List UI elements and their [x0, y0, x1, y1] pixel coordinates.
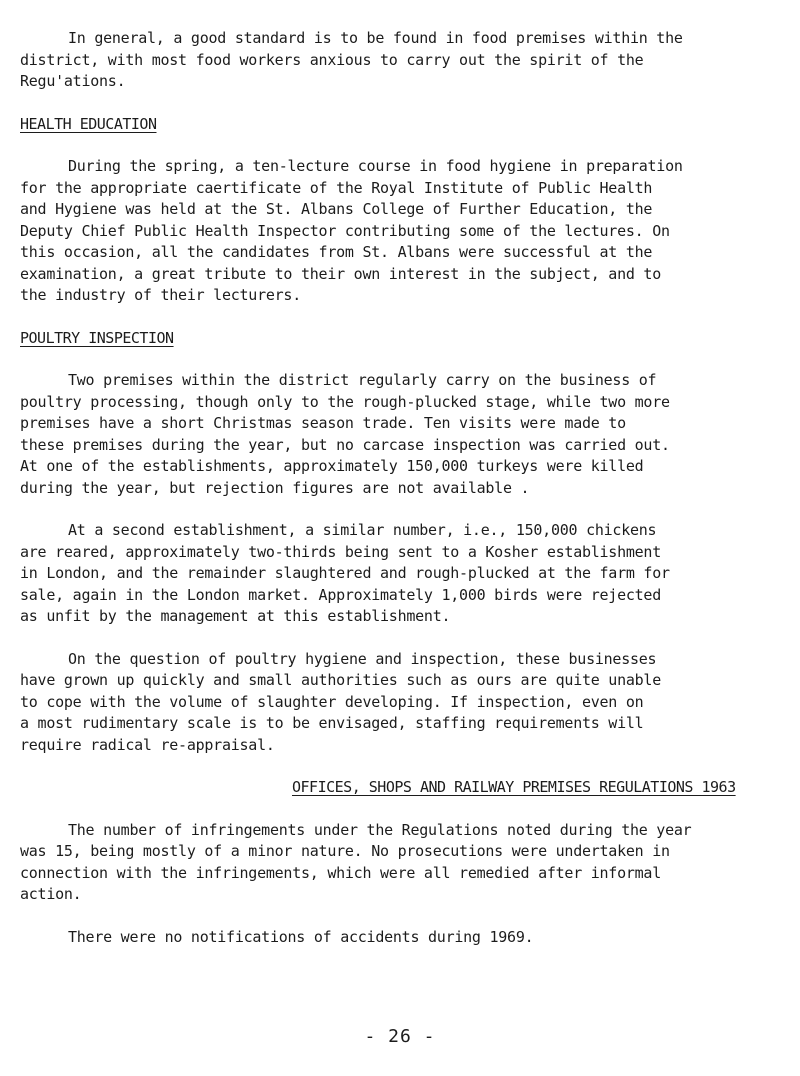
heading-offices-shops-railway: OFFICES, SHOPS AND RAILWAY PREMISES REGULATIONS 1963: [292, 778, 736, 796]
heading-health-education: HEALTH EDUCATION: [20, 114, 157, 133]
document-page: [20, 28, 790, 948]
page-number: - 26 -: [364, 1026, 436, 1047]
poultry-paragraph-3: On the question of poultry hygiene and inspection, these businesses have grown up quickly and small authorities such as ours are quite unable to cope with the volume of slaughter developing. If inspection, even on a most rudimentary scale is to be envisaged, staffing requirements will require radical re-appraisal.: [20, 649, 661, 754]
health-education-paragraph: During the spring, a ten-lecture course in food hygiene in preparation for the appropriate caertificate of the Royal Institute of Public Health and Hygiene was held at the St. Albans College of Further Education, the Deputy Chief Public Health Inspector contributing some of the lectures. On this occasion, all the candidates from St. Albans were successful at the examination, a great tribute to their own interest in the subject, and to the industry of their lecturers.: [20, 157, 683, 304]
poultry-paragraph-1: Two premises within the district regularly carry on the business of poultry processing, though only to the rough-plucked stage, while two more premises have a short Christmas season trade. Ten visits were made to these premises during the year, but no carcase inspection was carried out. At one of the establishments, approximately 150,000 turkeys were killed during the year, but rejection figures are not available .: [20, 371, 670, 497]
offices-paragraph-1: The number of infringements under the Regulations noted during the year was 15, being mostly of a minor nature. No prosecutions were undertaken in connection with the infringements, which were all remedied after informal action.: [20, 820, 692, 903]
intro-paragraph: In general, a good standard is to be found in food premises within the district, with most food workers anxious to carry out the spirit of the Regu'ations.: [20, 29, 683, 90]
offices-paragraph-2: There were no notifications of accidents during 1969.: [68, 927, 534, 946]
poultry-paragraph-2: At a second establishment, a similar number, i.e., 150,000 chickens are reared, approximately two-thirds being sent to a Kosher establishment in London, and the remainder slaughtered and rough-plucked at the farm for sale, again in the London market. Approximately 1,000 birds were rejected as unfit by the management at this establishment.: [20, 521, 670, 625]
heading-poultry-inspection: POULTRY INSPECTION: [20, 328, 174, 347]
